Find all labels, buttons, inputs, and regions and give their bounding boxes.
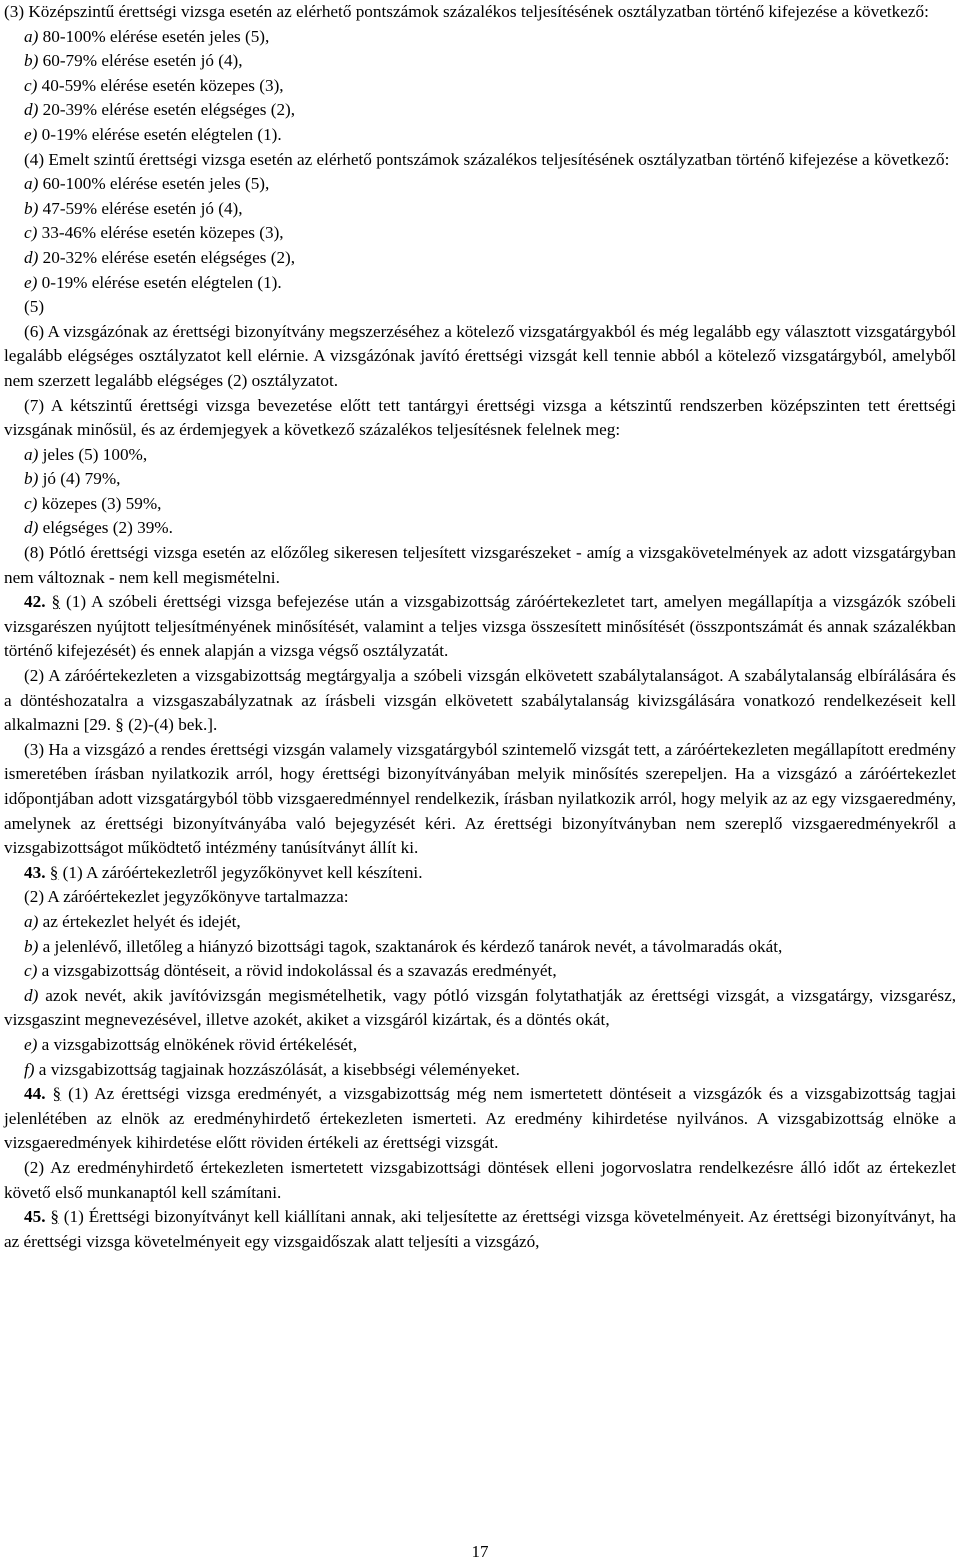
item-text: 20-32% elérése esetén elégséges (2),: [42, 247, 296, 267]
section-text: (1) Az érettségi vizsga eredményét, a vizsgabizottság még nem ismertetett döntéseit a vizsgázók és a vizsgabizottság tagjai jelenlétében az elnök az eredményhirdető értekezleten ismerteti. Az eredmény kihirdetése nyilvános. A vizsgabizottság elnöke a vizsgaeredmények kihirdetése előtt röviden értékeli az érettségi vizsgát.: [4, 1084, 957, 1153]
item-text: elégséges (2) 39%.: [42, 518, 173, 538]
list-item: [4, 246, 956, 271]
section-sign: §: [49, 862, 59, 882]
section-45-paragraph-1: [4, 1205, 956, 1254]
item-label: e): [24, 124, 38, 144]
list-item: [4, 443, 956, 468]
list-item: [4, 935, 956, 960]
item-text: közepes (3) 59%,: [41, 493, 162, 513]
item-label: e): [24, 272, 38, 292]
item-label: d): [24, 985, 39, 1005]
item-label: a): [24, 911, 39, 931]
item-text: 60-79% elérése esetén jó (4),: [42, 51, 243, 71]
document-body: [4, 0, 956, 1254]
list-item: [4, 516, 956, 541]
section-42-paragraph-2: (2) A záróértekezleten a vizsgabizottság megtárgyalja a szóbeli vizsgán elkövetett szabálytalanságot. A szabálytalanság elbírálására és a döntéshozatalra a vizsgaszabályzatnak az írásbeli vizsgán elkövetett szabálytalanság kivizsgálására vonatkozó rendelkezéseit kell alkalmazni [29. § (2)-(4) bek.].: [4, 666, 956, 735]
item-text: azok nevét, akik javítóvizsgán megismételhetik, vagy pótló vizsgán folytathatják az érettségi vizsgát, a vizsgatárgy, vizsgarész, vizsgaszint megnevezésével, illetve azokét, akiket a vizsgáról kizártak, és a döntés okát,: [4, 985, 957, 1030]
item-text: a vizsgabizottság döntéseit, a rövid indokolással és a szavazás eredményét,: [41, 961, 557, 981]
list-item: [4, 25, 956, 50]
section-44-paragraph-2: (2) Az eredményhirdető értekezleten ismertetett vizsgabizottsági döntések elleni jogorvoslatra rendelkezésre álló időt az értekezlet követő első munkanaptól kell számítani.: [4, 1157, 956, 1202]
list-7: [4, 443, 956, 541]
item-label: d): [24, 247, 39, 267]
paragraph-6: (6) A vizsgázónak az érettségi bizonyítvány megszerzéséhez a kötelező vizsgatárgyakból és még legalább egy választott vizsgatárgyból legalább elégséges osztályzatot kell elérnie. A vizsgázónak javító érettségi vizsgát kell tennie abból a kötelező vizsgatárgyból, amelyből nem szerzett legalább elégséges (2) osztályzatot.: [4, 321, 956, 390]
list-item: [4, 49, 956, 74]
item-text: 60-100% elérése esetén jeles (5),: [42, 174, 270, 194]
item-label: b): [24, 198, 39, 218]
section-text: (1) Érettségi bizonyítványt kell kiállítani annak, aki teljesítette az érettségi vizsga követelményeit. Az érettségi bizonyítványt, ha az érettségi vizsga követelményeit egy vizsgaidőszak alatt teljesíti a vizsgázó,: [4, 1207, 957, 1251]
section-44-paragraph-1: [4, 1082, 956, 1156]
item-text: a jelenlévő, illetőleg a hiányzó bizottsági tagok, szaktanárok és kérdező tanárok nevét, a távolmaradás okát,: [42, 936, 783, 956]
item-label: c): [24, 75, 38, 95]
item-label: a): [24, 26, 39, 46]
section-sign: §: [51, 592, 61, 612]
item-label: d): [24, 518, 39, 538]
item-text: 0-19% elérése esetén elégtelen (1).: [41, 272, 282, 292]
section-text: (1) A záróértekezletről jegyzőkönyvet kell készíteni.: [62, 862, 423, 882]
list-item: [4, 172, 956, 197]
page-number: 17: [471, 1542, 489, 1561]
list-item: [4, 197, 956, 222]
item-label: f): [24, 1059, 35, 1079]
item-text: 47-59% elérése esetén jó (4),: [42, 198, 243, 218]
list-item: [4, 1033, 956, 1058]
item-text: 20-39% elérése esetén elégséges (2),: [42, 100, 296, 120]
list-43: [4, 910, 956, 1082]
list-item: [4, 1058, 956, 1083]
list-item: [4, 221, 956, 246]
section-text: (1) A szóbeli érettségi vizsga befejezése után a vizsgabizottság záróértekezletet tart, amelyen megállapítja a vizsgázók szóbeli vizsgarészen nyújtott teljesítményének minősítését, valamint a teljes vizsga összesített minősítését (összpontszámát és annak százalékban történő kifejezését) és ennek alapján a vizsga végső osztályzatát.: [4, 592, 956, 661]
list-item: [4, 492, 956, 517]
item-label: b): [24, 936, 39, 956]
item-label: c): [24, 223, 38, 243]
item-label: a): [24, 174, 39, 194]
section-sign: §: [52, 1084, 62, 1104]
list-item: [4, 959, 956, 984]
section-number: 44.: [24, 1084, 46, 1104]
section-sign: §: [50, 1207, 59, 1227]
list-3: [4, 25, 956, 148]
item-label: d): [24, 100, 39, 120]
section-43-paragraph-1: [4, 861, 956, 886]
item-text: az értekezlet helyét és idejét,: [42, 911, 241, 931]
item-text: jeles (5) 100%,: [42, 444, 148, 464]
section-number: 42.: [24, 592, 46, 612]
item-text: 80-100% elérése esetén jeles (5),: [42, 26, 270, 46]
section-number: 43.: [24, 862, 46, 882]
paragraph-8: (8) Pótló érettségi vizsga esetén az előzőleg sikeresen teljesített vizsgarészeket - amíg a vizsgakövetelmények az adott vizsgatárgyban nem változnak - nem kell megismételni.: [4, 543, 956, 587]
section-42-paragraph-1: [4, 590, 956, 664]
list-item: [4, 984, 956, 1033]
paragraph-3-intro: (3) Középszintű érettségi vizsga esetén az elérhető pontszámok százalékos teljesítésének osztályzatban történő kifejezése a következő:: [4, 2, 929, 21]
list-item: [4, 467, 956, 492]
item-text: a vizsgabizottság elnökének rövid értékelését,: [41, 1034, 358, 1054]
section-43-paragraph-2: (2) A záróértekezlet jegyzőkönyve tartalmazza:: [24, 887, 349, 907]
list-item: [4, 98, 956, 123]
item-text: 0-19% elérése esetén elégtelen (1).: [41, 124, 282, 144]
list-item: [4, 910, 956, 935]
list-4: [4, 172, 956, 295]
paragraph-7-intro: (7) A kétszintű érettségi vizsga bevezetése előtt tett tantárgyi érettségi vizsga a kétszintű rendszerben középszinten tett érettségi vizsgának minősül, és az érdemjegyek a következő százalékos teljesítésnek felelnek meg:: [4, 395, 956, 440]
item-text: jó (4) 79%,: [42, 469, 121, 489]
item-label: c): [24, 961, 38, 981]
list-item: [4, 123, 956, 148]
item-label: a): [24, 444, 39, 464]
item-label: b): [24, 469, 39, 489]
item-text: 33-46% elérése esetén közepes (3),: [41, 223, 284, 243]
item-text: a vizsgabizottság tagjainak hozzászólását, a kisebbségi véleményeket.: [38, 1059, 520, 1079]
paragraph-4-intro: (4) Emelt szintű érettségi vizsga esetén az elérhető pontszámok százalékos teljesítésének osztályzatban történő kifejezése a következő:: [24, 149, 950, 169]
section-42-paragraph-3: (3) Ha a vizsgázó a rendes érettségi vizsgán valamely vizsgatárgyból szintemelő vizsgát tett, a záróértekezleten megállapított eredmény ismeretében írásban nyilatkozik arról, hogy érettségi bizonyítványában melyik minősítés szerepeljen. Ha a vizsgázó a záróértekezlet időpontjában adott vizsgatárgyból több vizsgaeredménnyel rendelkezik, írásban nyilatkozik arról, hogy melyik az az egy vizsgaeredmény, amelynek az érettségi bizonyítványába való bejegyzését kéri. Az érettségi bizonyítványban nem szereplő vizsgaeredményekről a vizsgabizottságot működtető intézmény tanúsítványt állít ki.: [4, 739, 956, 858]
item-text: 40-59% elérése esetén közepes (3),: [41, 75, 284, 95]
section-number: 45.: [24, 1207, 46, 1227]
list-item: [4, 271, 956, 296]
list-item: [4, 74, 956, 99]
paragraph-5: (5): [24, 297, 45, 317]
item-label: e): [24, 1034, 38, 1054]
item-label: b): [24, 51, 39, 71]
item-label: c): [24, 493, 38, 513]
